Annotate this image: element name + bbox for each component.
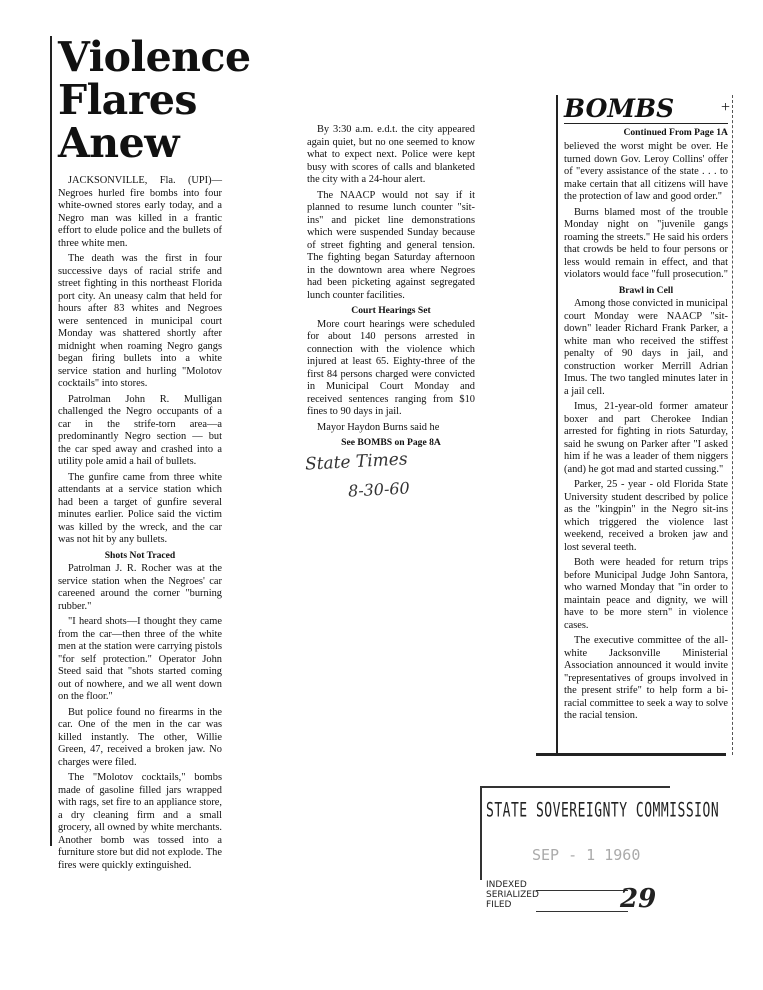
- stamp-date: SEP - 1 1960: [532, 846, 641, 864]
- paragraph: By 3:30 a.m. e.d.t. the city appeared again quiet, but no one seemed to know what to expect next. Police were kept busy with scores of calls and blanketed the city with a 24-hour alert.: [307, 124, 475, 185]
- paragraph: Mayor Haydon Burns said he: [317, 421, 440, 433]
- paragraph: Both were headed for return trips before Municipal Judge John Santora, who warned Monday that "in order to maintain peace and dignity, we will have to be more stern" in violence cases.: [564, 557, 728, 631]
- paragraph: Among those convicted in municipal court Monday were NAACP "sit-down" leader Richard Frank Parker, a white man who received the stiffest penalty of 90 days in jail, and construction worker Merrill Adrian Imus. The two tangled minutes later in a jail cell.: [564, 298, 728, 397]
- subhead: Court Hearings Set: [351, 305, 431, 316]
- headline: [58, 33, 251, 167]
- add-icon: +: [720, 99, 730, 116]
- article-body: [58, 175, 222, 872]
- handwritten-date: 8-30-60: [347, 478, 411, 501]
- paragraph: But police found no firearms in the car. One of the men in the car was killed instantly. The other, Willie Green, 47, received a broken jaw. No charges were filed.: [58, 706, 222, 768]
- paragraph: The "Molotov cocktails," bombs made of gasoline filled jars wrapped with rags, set fire to an appliance store, a dry cleaning firm and a small grocery, all owned by white merchants. Another bomb was tossed into a furniture store but did not explode. The fires were quickly extinguished.: [58, 772, 222, 871]
- continued-line: Continued From Page 1A: [623, 127, 728, 138]
- paragraph: More court hearings were scheduled for about 140 persons arrested in connection with the violence which injured at least 65. Eighty-three of the first 84 persons charged were convicted in Municipal Court Monday and received sentences ranging from $10 fines to 90 days in jail.: [307, 318, 475, 417]
- middle-clipping: [307, 124, 475, 451]
- clipping-bottom-edge: [536, 753, 726, 756]
- paragraph: The gunfire came from three white attendants at a service station which had been a target of gunfire several minutes earlier. Police said the victim was killed by the wreck, and the car was not hit by any bullets.: [58, 471, 222, 545]
- handwritten-source: State Times: [304, 449, 409, 475]
- stamp-lines: [536, 890, 628, 912]
- commission-stamp: [480, 786, 720, 916]
- handwritten-file-number: 29: [620, 884, 657, 914]
- paragraph: The executive committee of the all-white Jacksonville Ministerial Association announced it would invite "representatives of groups involved in the present strife" to help form a bi-racial committee to seek a way to solve the racial tension.: [564, 635, 728, 721]
- left-clipping: [50, 33, 251, 871]
- paragraph: "I heard shots—I thought they came from the car—then three of the white men at the station were carrying pistols "for self protection." Operator John Steed said that "shots started coming out of nowhere, and we all went down on the floor.": [58, 616, 222, 702]
- paragraph: Imus, 21-year-old former amateur boxer and part Cherokee Indian arrested for fighting in riots Saturday, said he swung on Parker after "I asked him if he was a leader of them niggers (and) he got mad and started cussing.": [564, 401, 728, 475]
- headline-line: Violence: [58, 33, 251, 81]
- paragraph: believed the worst might be over. He turned down Gov. Leroy Collins' offer of "every assistance of the state . . . to make certain that all citizens will have the protection of law and good order.": [564, 141, 728, 202]
- paragraph: The NAACP would not say if it planned to resume lunch counter "sit-ins" and picket line demonstrations which were suspended Sunday because of street fighting and general tension. The fighting began Saturday afternoon in the downtown area where Negroes had been picketing against segregated lunch counter facilities.: [307, 189, 475, 301]
- stamp-indexed: INDEXED: [486, 880, 527, 890]
- headline: BOMBS: [564, 95, 675, 123]
- paragraph: JACKSONVILLE, Fla. (UPI)— Negroes hurled fire bombs into four white-owned stores early today, and a Negro man was killed in a frantic effort to elude police and the bullets of three white men.: [58, 175, 222, 249]
- stamp-title: STATE SOVEREIGNTY COMMISSION: [486, 800, 720, 823]
- bombs-header: [564, 95, 728, 124]
- subhead: Shots Not Traced: [104, 549, 176, 561]
- paragraph: Patrolman John R. Mulligan challenged the Negro occupants of a car in the strife-torn area—a predominantly Negro section — but the car sped away and crashed into a utility pole amid a hail of bullets.: [58, 393, 222, 467]
- paragraph: Burns blamed most of the trouble Monday night on "juvenile gangs roaming the streets." He said his orders that crowds be held to four persons or less would remain in effect, and that violators would face "full prosecution.": [564, 206, 729, 280]
- stamp-serialized: SERIALIZED: [486, 890, 539, 900]
- article-body: [564, 141, 728, 723]
- headline-line: Anew: [58, 119, 179, 167]
- right-clipping: [556, 95, 733, 755]
- headline-line: Flares: [58, 76, 198, 124]
- paragraph: The death was the first in four successive days of racial strife and street fighting in this northeast Florida port city. An uneasy calm that held for hours after 83 whites and Negroes were sentenced in municipal court Monday was shattered shortly after midnight when roaming Negro gangs began firing bullets into a white service station and hurling "Molotov cocktails" into stores.: [58, 253, 222, 389]
- see-page-reference: See BOMBS on Page 8A: [341, 437, 441, 448]
- subhead: Brawl in Cell: [618, 284, 674, 296]
- paragraph: Patrolman J. R. Rocher was at the service station when the Negroes' car careened around the corner "burning rubber.": [58, 563, 222, 612]
- stamp-filed: FILED: [486, 900, 512, 910]
- paragraph: Parker, 25 - year - old Florida State University student described by police as the "kingpin" in the Negro sit-ins which triggered the violence last weekend, received a broken jaw and lost several teeth.: [564, 479, 728, 553]
